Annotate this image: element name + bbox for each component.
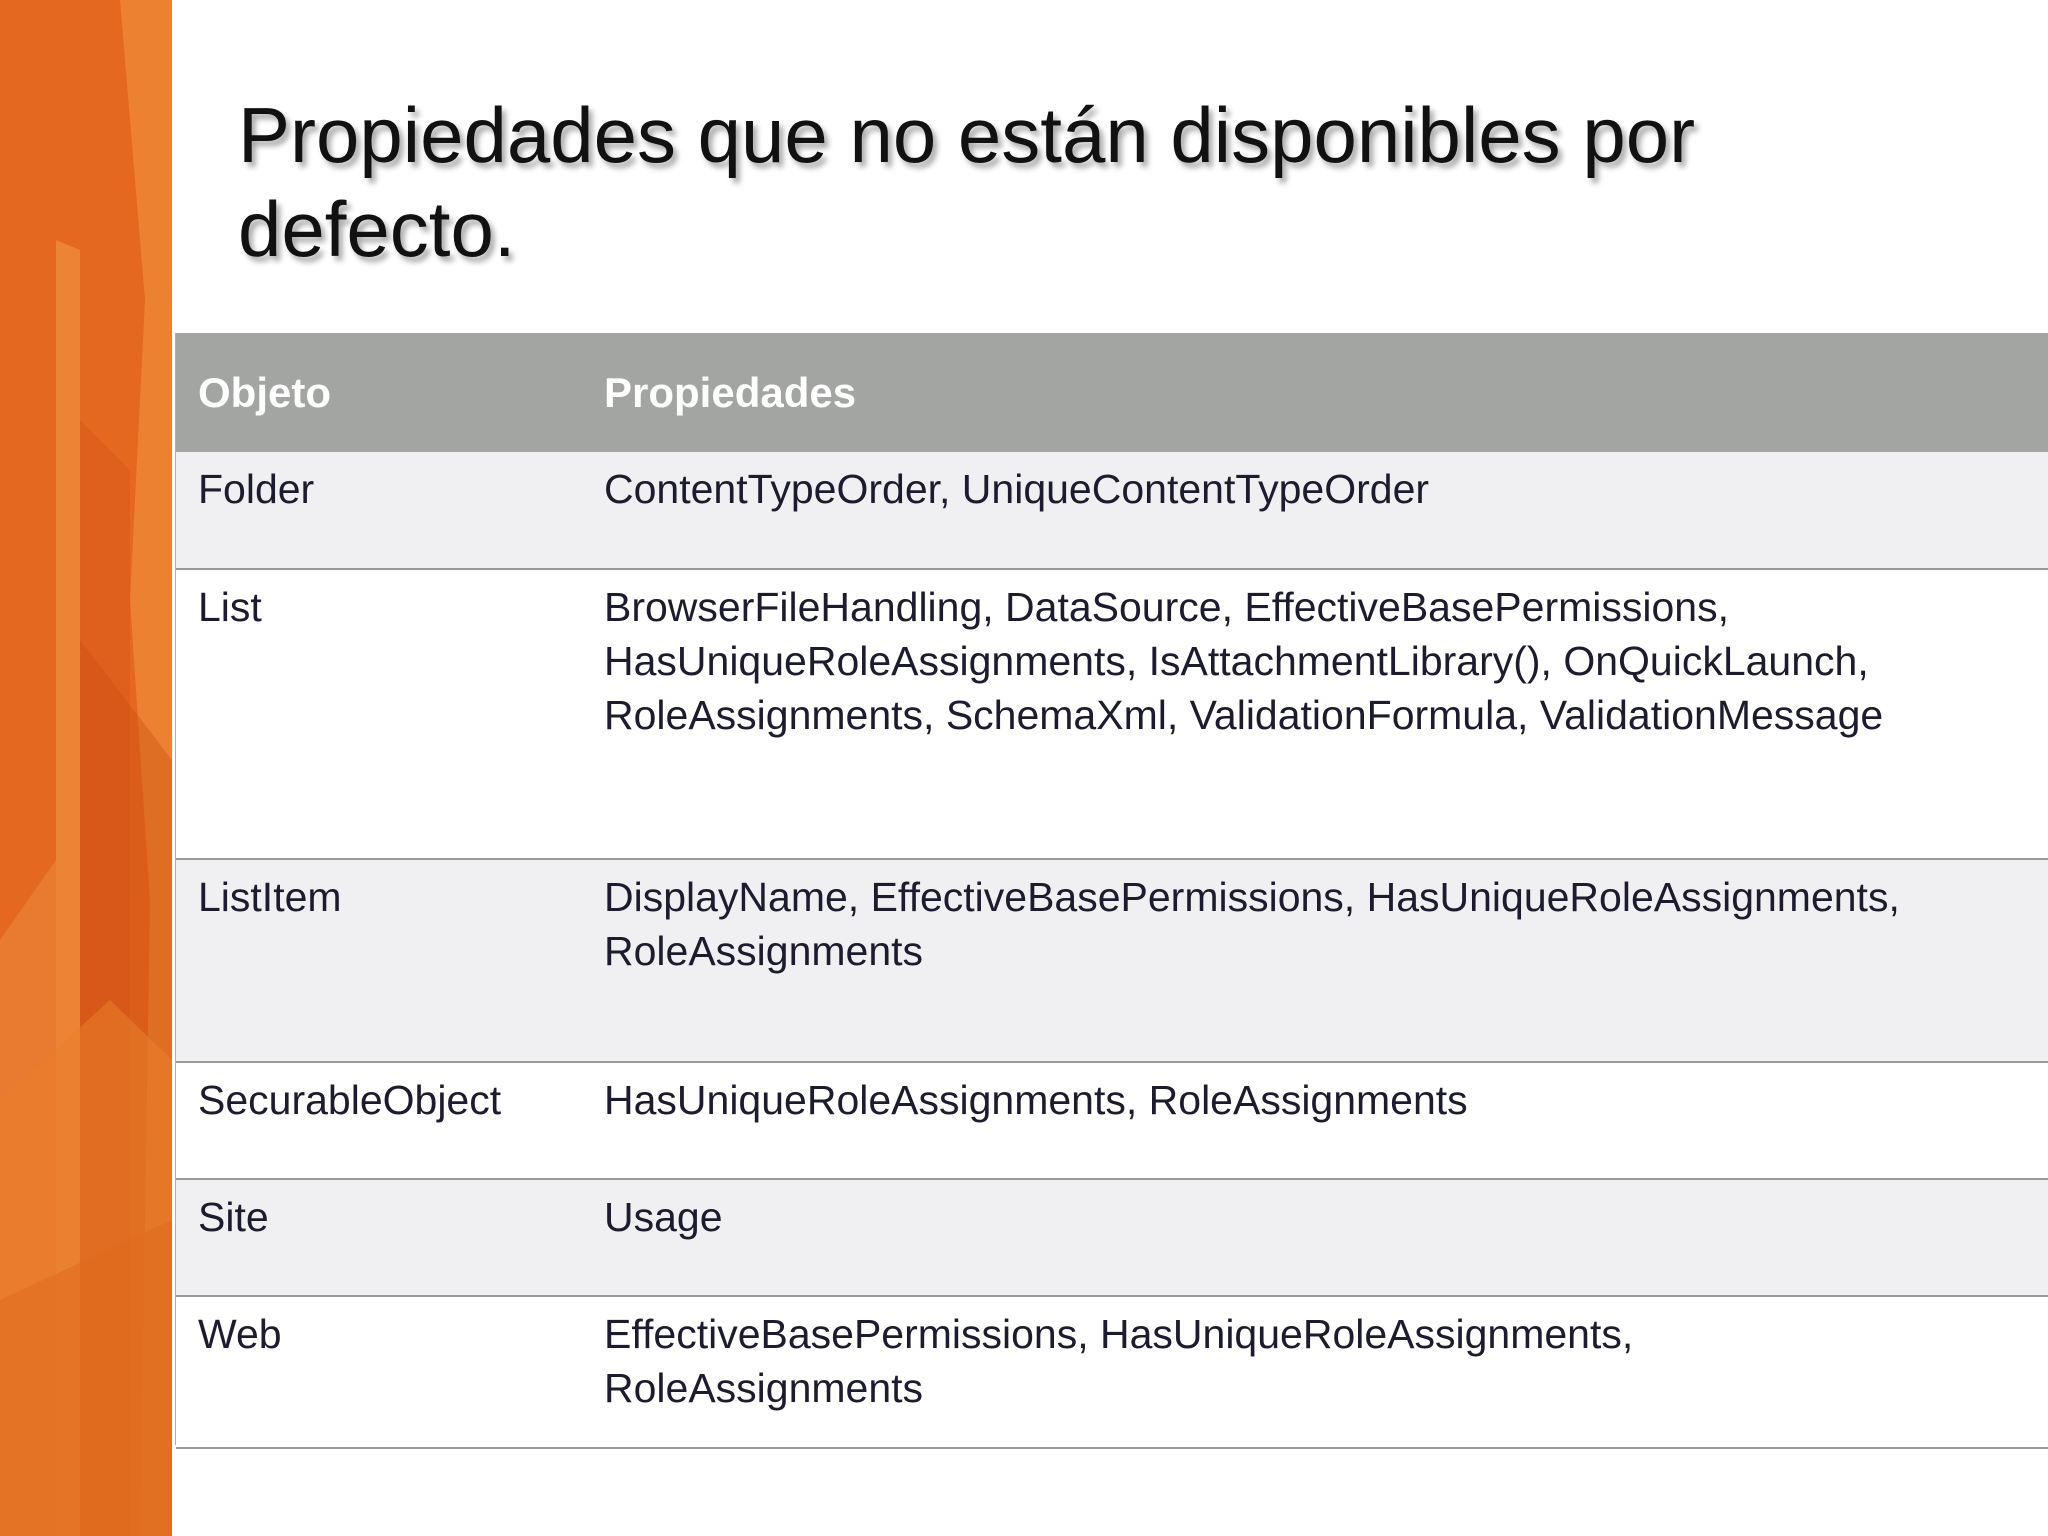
table-row bbox=[176, 1179, 2048, 1296]
object-cell: Web bbox=[176, 1296, 582, 1448]
properties-cell bbox=[582, 1179, 2048, 1296]
properties-line: HasUniqueRoleAssignments, RoleAssignments bbox=[604, 1077, 1468, 1123]
table-row bbox=[176, 452, 2048, 569]
table-row bbox=[176, 569, 2048, 859]
title-line-2: defecto. bbox=[238, 185, 516, 273]
properties-cell bbox=[582, 569, 2048, 859]
object-cell: Site bbox=[176, 1179, 582, 1296]
properties-line: BrowserFileHandling, DataSource, EffectiveBasePermissions, bbox=[604, 584, 1729, 630]
properties-cell bbox=[582, 1296, 2048, 1448]
table-row bbox=[176, 1296, 2048, 1448]
properties-line: HasUniqueRoleAssignments, IsAttachmentLibrary(), OnQuickLaunch, bbox=[604, 638, 1869, 684]
slide-title bbox=[238, 88, 1938, 276]
table-row bbox=[176, 859, 2048, 1062]
column-header-objeto: Objeto bbox=[176, 333, 582, 452]
decorative-side-band bbox=[0, 0, 172, 1536]
table-row bbox=[176, 1062, 2048, 1179]
properties-cell bbox=[582, 859, 2048, 1062]
properties-line: EffectiveBasePermissions, HasUniqueRoleAssignments, bbox=[604, 1311, 1634, 1357]
properties-cell bbox=[582, 1062, 2048, 1179]
properties-cell bbox=[582, 452, 2048, 569]
object-cell: List bbox=[176, 569, 582, 859]
decorative-building-graphic bbox=[0, 0, 172, 1536]
properties-line: RoleAssignments, SchemaXml, ValidationFormula, ValidationMessage bbox=[604, 692, 1884, 738]
properties-line: Usage bbox=[604, 1194, 723, 1240]
object-cell: Folder bbox=[176, 452, 582, 569]
object-cell: SecurableObject bbox=[176, 1062, 582, 1179]
properties-line: ContentTypeOrder, UniqueContentTypeOrder bbox=[604, 466, 1430, 512]
properties-table-container bbox=[176, 333, 2048, 1449]
title-line-1: Propiedades que no están disponibles por bbox=[238, 91, 1696, 179]
table-header-row bbox=[176, 333, 2048, 452]
column-header-propiedades: Propiedades bbox=[582, 333, 2048, 452]
properties-table bbox=[176, 333, 2048, 1449]
properties-line: RoleAssignments bbox=[604, 928, 924, 974]
properties-line: DisplayName, EffectiveBasePermissions, HasUniqueRoleAssignments, bbox=[604, 874, 1900, 920]
object-cell: ListItem bbox=[176, 859, 582, 1062]
properties-line: RoleAssignments bbox=[604, 1365, 924, 1411]
